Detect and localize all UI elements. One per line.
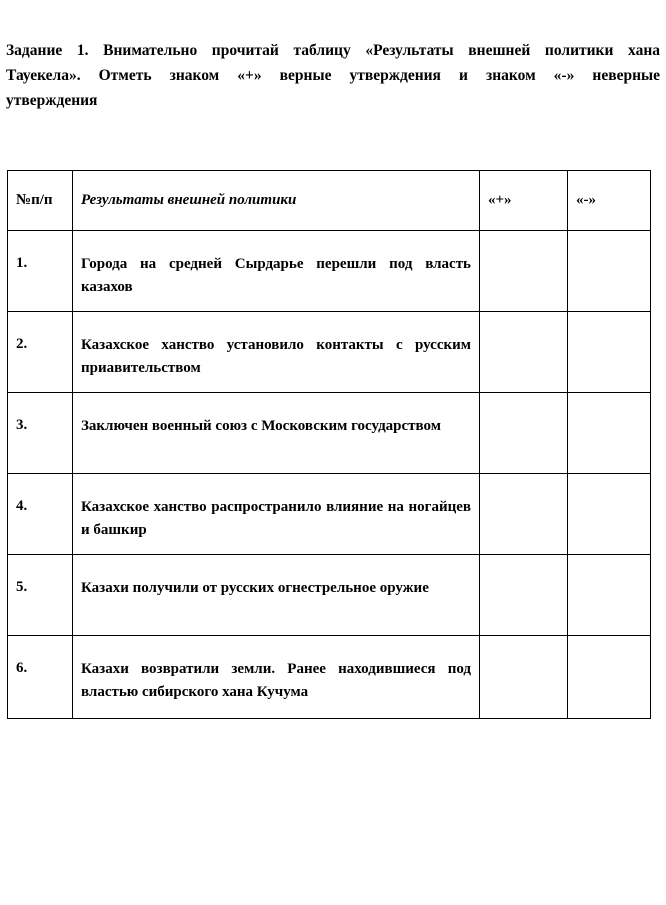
row-number: 1. [16, 255, 28, 271]
header-number [8, 171, 73, 231]
header-plus [480, 171, 568, 231]
plus-answer-cell[interactable] [480, 474, 568, 555]
header-minus-label: «-» [576, 192, 596, 208]
task-line-1: Задание 1. Внимательно прочитай таблицу «Результаты внешней политики хана [6, 42, 660, 59]
statement-text: Казахи возвратили земли. Ранее находившиеся под властью сибирского хана Кучума [81, 661, 471, 700]
table-row [8, 231, 651, 312]
statement-text: Казахи получили от русских огнестрельное оружие [81, 580, 429, 596]
minus-answer-cell[interactable] [568, 231, 651, 312]
statement-cell [73, 312, 480, 393]
table-header-row [8, 171, 651, 231]
results-table [7, 170, 651, 719]
statement-text: Казахское ханство установило контакты с русским приавительством [81, 337, 471, 376]
table-row [8, 474, 651, 555]
minus-answer-cell[interactable] [568, 474, 651, 555]
plus-answer-cell[interactable] [480, 555, 568, 636]
statement-cell [73, 231, 480, 312]
header-minus [568, 171, 651, 231]
statement-text: Заключен военный союз с Московским государством [81, 418, 441, 434]
table-row [8, 555, 651, 636]
row-number: 5. [16, 579, 28, 595]
row-number: 6. [16, 660, 28, 676]
row-number: 4. [16, 498, 28, 514]
row-number-cell [8, 312, 73, 393]
row-number: 3. [16, 417, 28, 433]
plus-answer-cell[interactable] [480, 636, 568, 719]
minus-answer-cell[interactable] [568, 636, 651, 719]
statement-cell [73, 636, 480, 719]
minus-answer-cell[interactable] [568, 312, 651, 393]
plus-answer-cell[interactable] [480, 312, 568, 393]
minus-answer-cell[interactable] [568, 555, 651, 636]
statement-text: Города на средней Сырдарье перешли под власть казахов [81, 256, 471, 295]
task-line-3: утверждения [6, 92, 98, 109]
header-plus-label: «+» [488, 192, 512, 208]
header-results [73, 171, 480, 231]
statement-text: Казахское ханство распространило влияние на ногайцев и башкир [81, 499, 471, 538]
task-line-2: Тауекела». Отметь знаком «+» верные утверждения и знаком «-» неверные [6, 67, 660, 84]
header-number-label: №п/п [16, 192, 53, 208]
row-number-cell [8, 231, 73, 312]
statement-cell [73, 393, 480, 474]
statement-cell [73, 474, 480, 555]
task-instructions [6, 38, 660, 113]
header-results-label: Результаты внешней политики [81, 192, 297, 208]
minus-answer-cell[interactable] [568, 393, 651, 474]
row-number-cell [8, 555, 73, 636]
row-number-cell [8, 636, 73, 719]
table-row [8, 636, 651, 719]
row-number-cell [8, 393, 73, 474]
table-row [8, 393, 651, 474]
table-row [8, 312, 651, 393]
row-number-cell [8, 474, 73, 555]
statement-cell [73, 555, 480, 636]
row-number: 2. [16, 336, 28, 352]
plus-answer-cell[interactable] [480, 393, 568, 474]
plus-answer-cell[interactable] [480, 231, 568, 312]
